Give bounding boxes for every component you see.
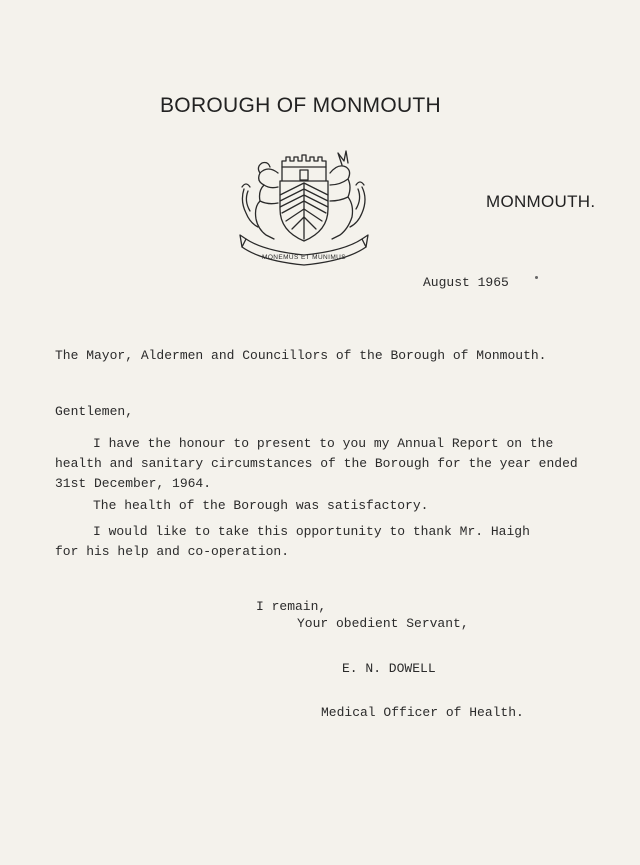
paragraph-health-status: The health of the Borough was satisfactory. [93, 498, 429, 513]
letterhead-title: BOROUGH OF MONMOUTH [160, 94, 442, 117]
paragraph-thanks [55, 522, 530, 562]
paragraph-line: for his help and co-operation. [55, 544, 290, 559]
signatory-role: Medical Officer of Health. [321, 705, 524, 720]
paragraph-line: I have the honour to present to you my Annual Report on the [93, 436, 554, 451]
closing-line: I remain, [256, 599, 327, 614]
salutation: Gentlemen, [55, 404, 134, 419]
letter-date: August 1965 [423, 275, 509, 290]
addressee-line: The Mayor, Aldermen and Councillors of the Borough of Monmouth. [55, 348, 547, 363]
ink-dot [535, 276, 538, 279]
paragraph-report-intro [55, 434, 578, 494]
paragraph-line: 31st December, 1964. [55, 476, 212, 491]
letterhead-town: MONMOUTH. [486, 192, 596, 211]
borough-coat-of-arms-icon [234, 143, 374, 268]
crest-motto: MONEMUS ET MUNIMUS [262, 254, 346, 261]
paragraph-line: I would like to take this opportunity to thank Mr. Haigh [93, 524, 530, 539]
paragraph-line: health and sanitary circumstances of the Borough for the year ended [55, 456, 578, 471]
signature-name: E. N. DOWELL [342, 661, 436, 676]
closing-line: Your obedient Servant, [297, 616, 469, 631]
